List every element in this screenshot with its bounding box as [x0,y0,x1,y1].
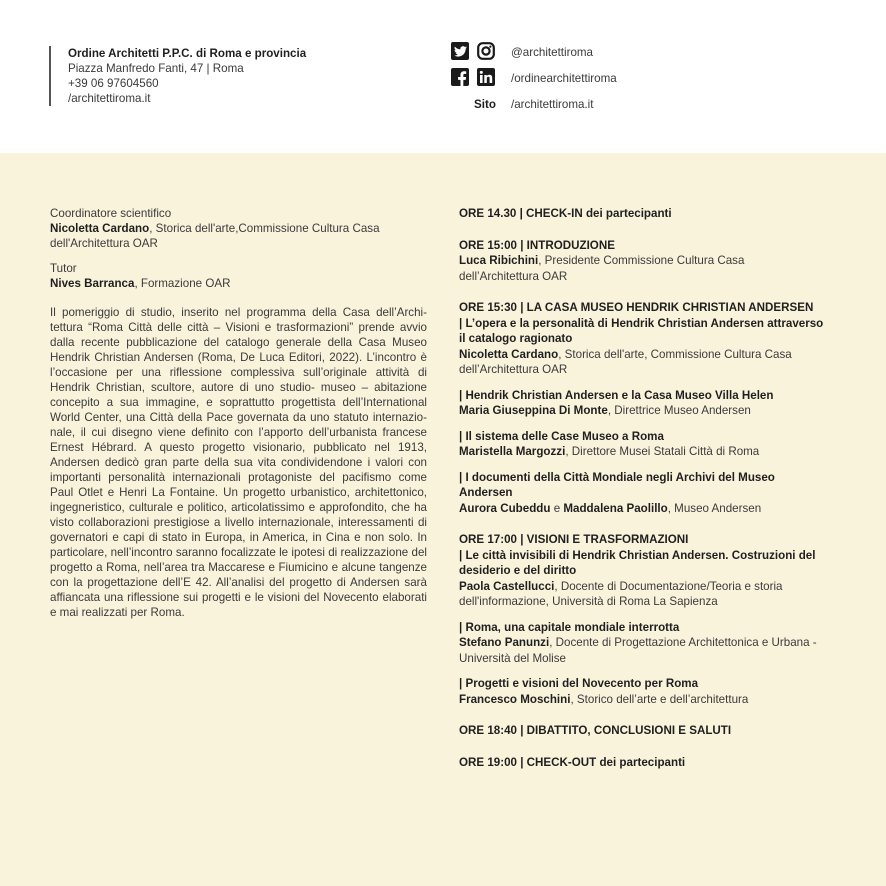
talk-title: | Progetti e visioni del Novecento per Roma [459,677,699,690]
content-area [0,153,886,886]
talk-title: | Roma, una capitale mondiale interrotta [459,620,680,634]
program-checkin: ORE 14.30 | CHECK-IN dei partecipanti [459,207,672,220]
talk-title: | I documenti della Città Mondiale negli Archivi del Museo [459,470,775,484]
speaker-role-cont: dell'informazione, Università di Roma La Sapienza [459,595,718,608]
tutor-line [50,276,427,291]
org-phone[interactable]: +39 06 97604560 [68,77,159,90]
speaker-role: , Docente di Documentazione/Teoria e storia [554,579,783,593]
speaker-name: Paola Castellucci [459,579,555,593]
org-web[interactable]: /architettiroma.it [68,92,151,105]
social-row-2 [451,66,711,92]
social-handle-twitter-instagram[interactable]: @architettiroma [511,46,593,59]
coordinator-label: Coordinatore scientifico [50,207,172,220]
speaker-line [459,579,839,595]
talk-title-cont: desiderio e del diritto [459,564,577,577]
facebook-icon[interactable] [451,68,469,86]
coordinator-role-cont: dell'Architettura OAR [50,237,158,250]
speaker-role-cont: dell’Architettura OAR [459,363,568,376]
speaker-name: Nicoletta Cardano [459,347,559,361]
coordinator-name: Nicoletta Cardano [50,222,150,235]
speaker-conjunction: e [550,501,564,515]
twitter-icon[interactable] [451,42,469,60]
talk-title-cont: Andersen [459,486,513,499]
left-column [50,206,427,620]
program-section-visioni: ORE 17:00 | VISIONI E TRASFORMAZIONI [459,533,689,546]
speaker-line [459,635,839,651]
speaker-role: , Museo Andersen [667,501,762,515]
org-name: Ordine Architetti P.P.C. di Roma e provincia [68,47,307,60]
site-label: Sito [474,98,496,111]
tutor-role: , Formazione OAR [134,277,231,290]
speaker-role-cont: Università del Molise [459,651,566,665]
social-row-1 [451,40,711,66]
speaker-role-cont: dell’Architettura OAR [459,269,568,283]
speaker-name: Luca Ribichini [459,254,539,267]
speaker-name: Francesco Moschini [459,692,571,706]
org-address: Piazza Manfredo Fanti, 47 | Roma [68,62,244,75]
speaker-name: Maria Giuseppina Di Monte [459,404,608,417]
program-column [459,206,839,770]
tutor-name: Nives Barranca [50,277,135,290]
org-contact-block [49,46,379,106]
tutor-label: Tutor [50,262,77,275]
program-section-casa-museo: ORE 15:30 | LA CASA MUSEO HENDRIK CHRISTIAN ANDERSEN [459,301,814,314]
talk-title: | Le città invisibili di Hendrik Christian Andersen. Costruzioni del [459,548,816,562]
talk-title-cont: il catalogo ragionato [459,332,573,345]
talk-title: | Il sistema delle Case Museo a Roma [459,429,664,443]
speaker-name: Stefano Panunzi [459,636,550,649]
event-description: Il pomeriggio di studio, inserito nel programma della Casa dell’Architettura “Roma Città delle città – Visioni e trasformazioni” prende avvio dalla recente pubblicazione del catalogo generale della Casa Museo Hendrik Christian Andersen (Roma, De Luca Editori, 2022). L’incontro è l’occasione per una riflessione complessiva sull’originale attività di Hendrik Christian, scultore, autore di uno studio- museo – abitazione concepito a sua immagine, e soprattutto progettista dell’International World Center, una Città della Pace governata da uno statuto internazionale, il cui disegno viene definito con l’apporto dell’urbanista francese Ernest Hébrard. A questo progetto visionario, pubblicato nel 1913, Andersen dedicò gran parte della sua vita condividendone i valori con importanti personalità internazionali protagoniste del pacifismo come Paul Otlet e Henri La Fontaine. Un progetto urbanistico, architettonico, ingegneristico, culturale e politico, articolatissimo e approfondito, che ha visto collaborazioni prestigiose a livello internazionale, interessamenti di governatori e capi di stato in Europa, in America, in Cina e non solo. In particolare, nell’incontro saranno focalizzate le ipotesi di realizzazione del progetto a Roma, nell’area tra Maccarese e Fiumicino e alcune tangenze con la progettazione dell’E 42. All’analisi del progetto di Andersen sarà affiancata una riflessione sui progetti e le visioni del Novecento elaborati e mai realizzati per Roma. [50,306,427,619]
social-block [451,40,711,118]
speaker-name: Maddalena Paolillo [563,501,668,515]
linkedin-icon[interactable] [477,68,495,86]
speaker-role: , Direttrice Museo Andersen [607,404,751,417]
speaker-line [459,692,839,708]
speaker-name: Maristella Margozzi [459,445,566,458]
site-link[interactable]: /architettiroma.it [511,98,594,111]
program-debate: ORE 18:40 | DIBATTITO, CONCLUSIONI E SALUTI [459,724,732,737]
header [0,0,886,153]
speaker-role: , Direttore Musei Statali Città di Roma [565,445,760,458]
coordinator-role: , Storica dell'arte,Commissione Cultura Casa [149,222,380,235]
speaker-role: , Presidente Commissione Cultura Casa [538,254,745,267]
social-handle-facebook-linkedin[interactable]: /ordinearchitettiroma [511,72,617,85]
program-checkout: ORE 19:00 | CHECK-OUT dei partecipanti [459,755,686,769]
coordinator-line [50,221,427,236]
program-intro: ORE 15:00 | INTRODUZIONE [459,238,615,252]
speaker-line [459,501,839,517]
talk-title: | L’opera e la personalità di Hendrik Christian Andersen attraverso [459,316,824,330]
speaker-name: Aurora Cubeddu [459,501,551,515]
instagram-icon[interactable] [477,42,495,60]
speaker-line [459,403,839,419]
speaker-role: , Docente di Progettazione Architettonica e Urbana - [549,636,817,649]
speaker-role: , Storica dell'arte, Commissione Cultura Casa [558,347,792,361]
speaker-line [459,444,839,460]
site-row [451,92,711,118]
speaker-line [459,347,839,363]
speaker-role: , Storico dell’arte e dell’architettura [570,692,749,706]
speaker-line [459,253,839,269]
talk-title: | Hendrik Christian Andersen e la Casa Museo Villa Helen [459,388,774,402]
